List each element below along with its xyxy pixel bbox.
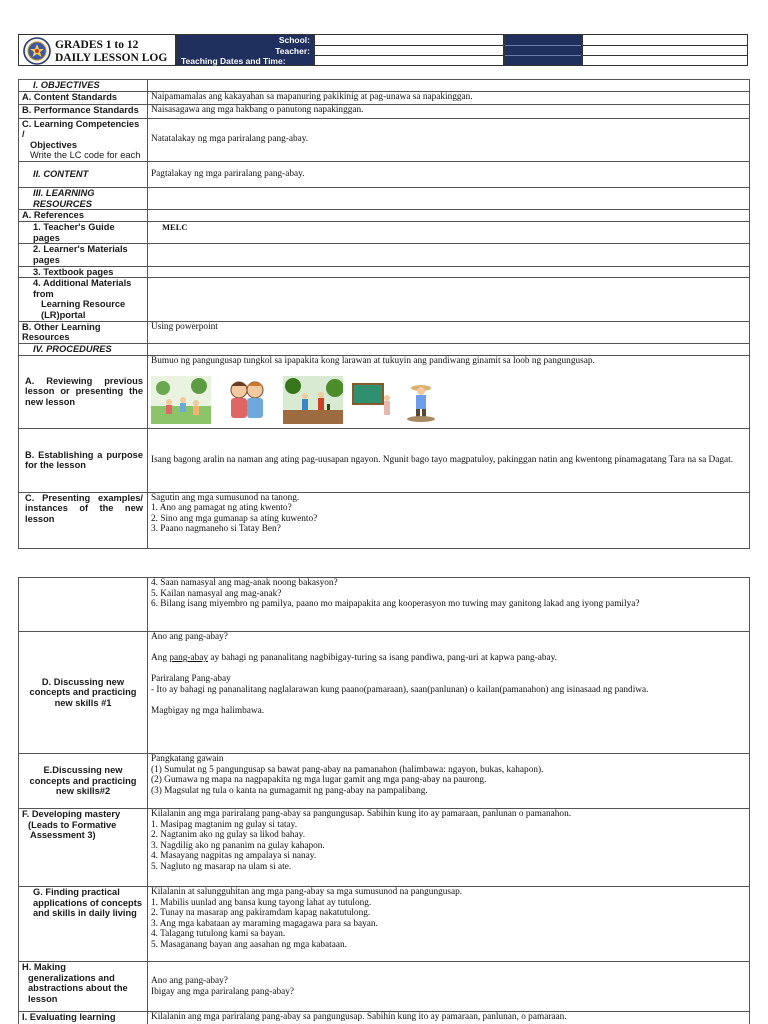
teachers-guide-value: MELC (148, 222, 750, 244)
generalizations-line: Ibigay ang mga pariralang pang-abay? (151, 986, 295, 997)
practical-line: 2. Tunay na masarap ang pakiramdam kapag nakatutulong. (151, 908, 371, 919)
presenting-line: 3. Paano nagmaneho si Tatay Ben? (151, 524, 281, 535)
lesson-table-page2 (18, 577, 750, 1024)
classroom-teacher-picture (349, 376, 395, 424)
objectives-label: I. OBJECTIVES (19, 80, 148, 92)
discussing2-value (148, 754, 750, 809)
farmer-picture (401, 376, 441, 424)
presenting-cont-value (148, 578, 750, 632)
textbook-value (148, 266, 750, 278)
discussing1-closing: Magbigay ng mga halimbawa. (151, 706, 265, 717)
presenting-cont-line: 5. Kailan namasyal ang mag-anak? (151, 588, 282, 599)
presenting-line: 2. Sino ang mga gumanap sa ating kuwento? (151, 513, 318, 524)
evaluating-value: Kilalanin ang mga pariralang pang-abay sa pangungusap. Sabihin kung ito ay pamaraan, panlunan, o pamaraan. (148, 1012, 750, 1024)
title-block (18, 34, 176, 66)
mastery-line: 3. Nagdilig ako ng pananim na gulay kahapon. (151, 840, 325, 851)
lesson-table-page1 (18, 79, 750, 549)
lesson-log-header (18, 34, 748, 66)
evaluating-label: I. Evaluating learning (19, 1012, 148, 1024)
discussing2-line: (3) Magsulat ng tula o kanta na gumagamit ng pang-abay na pampalibang. (151, 785, 428, 796)
header-fields-right[interactable] (582, 34, 748, 66)
mastery-value (148, 809, 750, 887)
school-label: School: (278, 35, 310, 45)
competencies-value: Natatalakay ng mga pariralang pang-abay. (148, 118, 750, 161)
discussing1-value (148, 632, 750, 754)
definition-rest: ay bahagi ng pananalitang nagbibigay-turing sa isang pandiwa, pang-uri at kapwa pang-abay. (208, 653, 558, 664)
practical-label: G. Finding practical applications of concepts and skills in daily living (19, 887, 148, 962)
learners-materials-value (148, 244, 750, 266)
competencies-label-line3: Write the LC code for each (30, 150, 141, 161)
mastery-line: 2. Nagtanim ako ng gulay sa likod bahay. (151, 830, 306, 841)
generalizations-label-line3: abstractions about the lesson (28, 983, 128, 1004)
content-label: II. CONTENT (19, 161, 148, 187)
presenting-value (148, 492, 750, 548)
establishing-value: Isang bagong aralin na naman ang ating pag-uusapan ngayon. Ngunit bago tayo magpatuloy, pakinggan natin ang kwentong pinamagatang Tara na sa Dagat. (148, 428, 750, 492)
presenting-line: 1. Ano ang pamagat ng ating kwento? (151, 503, 292, 514)
discussing2-line: (1) Sumulat ng 5 pangungusap sa bawat pang-abay na pamanahon (halimbawa: ngayon, bukas, kahapon). (151, 764, 544, 775)
practical-line: Kilalanin at salungguhitan ang mga pang-abay sa mga sumusunod na pangungusap. (151, 887, 463, 897)
title-line-2: DAILY LESSON LOG (55, 52, 168, 64)
practical-line: 1. Mabilis uunlad ang bansa kung tayong lahat ay tutulong. (151, 897, 372, 908)
generalizations-value (148, 962, 750, 1012)
generalizations-label (19, 962, 148, 1012)
reviewing-label: A. Reviewing previous lesson or presenting the new lesson (19, 355, 148, 428)
header-labels-right (504, 34, 582, 66)
presenting-label: C. Presenting examples/ instances of the new lesson (19, 492, 148, 548)
mastery-line: 1. Masipag magtanim ng gulay si tatay. (151, 819, 298, 830)
title-line-1: GRADES 1 to 12 (55, 39, 139, 51)
discussing1-subtext: - Ito ay bahagi ng pananalitang naglalarawan kung paano(pamaraan), saan(panlunan) o kailan(pamanahon) ang isinasaad ng pandiwa. (151, 684, 649, 695)
discussing1-subtitle: Pariralang Pang-abay (151, 674, 231, 685)
competencies-label (19, 118, 148, 161)
definition-term: pang-abay (169, 653, 209, 664)
performance-standards-value: Naisasagawa ang mga hakbang o panutong napakinggan. (148, 104, 750, 118)
discussing2-line: Pangkatang gawain (151, 754, 224, 764)
mastery-label-line2: (Leads to Formative (28, 819, 117, 830)
resources-label: III. LEARNING RESOURCES (19, 187, 148, 209)
content-value: Pagtalakay ng mga pariralang pang-abay. (148, 161, 750, 187)
presenting-cont-line: 4. Saan namasyal ang mag-anak noong bakasyon? (151, 578, 338, 588)
other-resources-value: Using powerpoint (148, 321, 750, 343)
resources-value (148, 187, 750, 209)
discussing2-label: E.Discussing new concepts and practicing new skills#2 (19, 754, 148, 809)
mastery-line: 4. Masayang nagpitas ng ampalaya si nanay. (151, 851, 317, 862)
practical-line: 3. Ang mga kabataan ay maraming magagawa para sa bayan. (151, 918, 378, 929)
additional-label-line2: Learning Resource (41, 299, 126, 310)
mastery-label-line3: Assessment 3) (30, 830, 96, 841)
reviewing-value (148, 355, 750, 428)
generalizations-label-line2: generalizations and (28, 972, 115, 983)
practical-value (148, 887, 750, 962)
kids-hugging-picture (217, 376, 277, 424)
mastery-line: Kilalanin ang mga pariralang pang-abay sa pangungusap. Sabihin kung ito ay pamaraan, panlunan o pamanahon. (151, 809, 572, 819)
generalizations-label-line1: H. Making (22, 962, 66, 972)
procedures-value (148, 343, 750, 355)
people-gardening-picture (283, 376, 343, 424)
reviewing-pictures (151, 372, 746, 424)
presenting-line: Sagutin ang mga sumusunod na tanong. (151, 492, 300, 503)
deped-seal-icon (23, 37, 51, 65)
mastery-label-line1: F. Developing mastery (22, 809, 121, 819)
competencies-label-line1: C. Learning Competencies / (22, 118, 140, 140)
performance-standards-label: B. Performance Standards (19, 104, 148, 118)
header-labels (176, 34, 314, 66)
objectives-value (148, 80, 750, 92)
header-fields-left[interactable] (314, 34, 504, 66)
additional-materials-label (19, 278, 148, 321)
textbook-label: 3. Textbook pages (19, 266, 148, 278)
practical-line: 5. Masaganang bayan ang aasahan ng mga kabataan. (151, 939, 347, 950)
mastery-label (19, 809, 148, 887)
discussing2-line: (2) Gumawa ng mapa na nagpapakita ng mga lugar gamit ang mga pang-abay na paurong. (151, 775, 487, 786)
children-playing-picture (151, 376, 211, 424)
references-value (148, 210, 750, 222)
references-label: A. References (19, 210, 148, 222)
other-resources-label: B. Other Learning Resources (19, 321, 148, 343)
establishing-label: B. Establishing a purpose for the lesson (19, 428, 148, 492)
practical-line: 4. Talagang tutulong kami sa bayan. (151, 929, 286, 940)
presenting-cont-label (19, 578, 148, 632)
reviewing-text: Bumuo ng pangungusap tungkol sa ipapakita kong larawan at tukuyin ang pandiwang ginamit sa loob ng pangungusap. (151, 355, 595, 366)
discussing1-label: D. Discussing new concepts and practicing new skills #1 (19, 632, 148, 754)
additional-materials-value (148, 278, 750, 321)
additional-label-line3: (LR)portal (41, 309, 86, 320)
content-standards-label: A. Content Standards (19, 91, 148, 104)
learners-materials-label: 2. Learner's Materials pages (19, 244, 148, 266)
teacher-label: Teacher: (275, 45, 310, 56)
presenting-cont-line: 6. Bilang isang miyembro ng pamilya, paano mo maipapakita ang kooperasyon mo tuwing may ganitong lakad ang iyong pamilya? (151, 599, 640, 610)
discussing1-question: Ano ang pang-abay? (151, 632, 228, 642)
content-standards-value: Naipamamalas ang kakayahan sa mapanuring pakikinig at pag-unawa sa napakinggan. (148, 91, 750, 104)
additional-label-line1: 4. Additional Materials from (33, 278, 132, 299)
dates-label: Teaching Dates and Time: (181, 56, 286, 67)
discussing1-definition (151, 653, 746, 664)
procedures-label: IV. PROCEDURES (19, 343, 148, 355)
generalizations-line: Ano ang pang-abay? (151, 975, 228, 986)
competencies-label-line2: Objectives (30, 139, 78, 150)
definition-prefix: Ang (151, 653, 170, 664)
teachers-guide-label: 1. Teacher's Guide pages (19, 222, 148, 244)
mastery-line: 5. Nagluto ng masarap na ulam si ate. (151, 861, 292, 872)
